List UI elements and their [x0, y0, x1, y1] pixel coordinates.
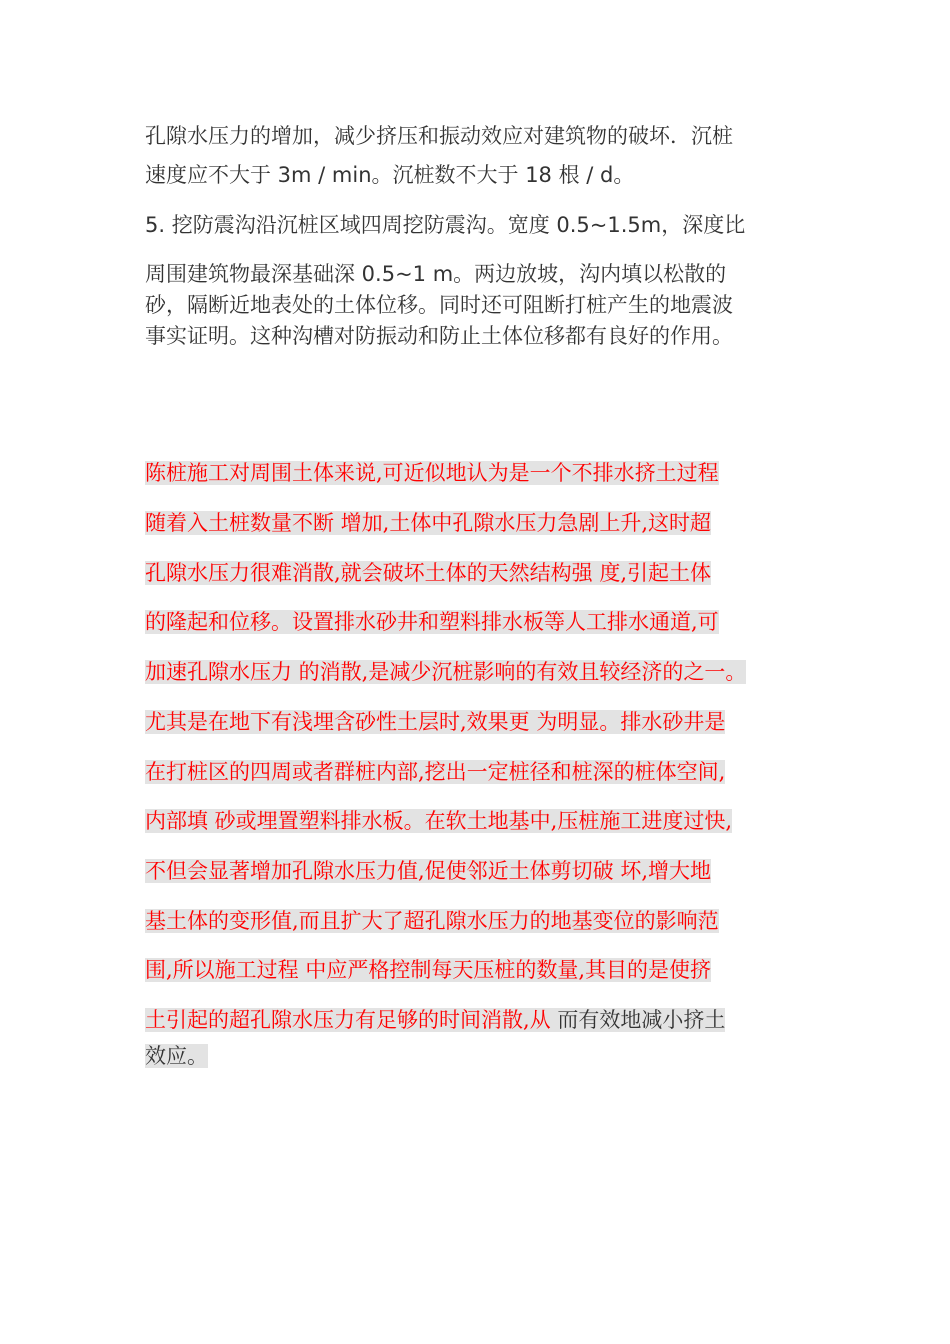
- highlighted-text: 不但会显著增加孔隙水压力值,促使邻近土体剪切破 坏,增大地: [145, 859, 712, 883]
- highlighted-line-10: [145, 907, 719, 935]
- highlighted-text: 基土体的变形值,而且扩大了超孔隙水压力的地基变位的影响范: [145, 909, 719, 933]
- highlighted-line-3: [145, 559, 711, 587]
- highlighted-line-2: [145, 509, 711, 537]
- highlighted-text: 围,所以施工过程 中应严格控制每天压桩的数量,其目的是使挤: [145, 958, 712, 982]
- highlighted-line-11: [145, 956, 711, 984]
- highlighted-text-final: 效应。: [145, 1044, 208, 1068]
- highlighted-text: 陈桩施工对周围土体来说,可近似地认为是一个不排水挤土过程: [145, 461, 719, 485]
- highlighted-line-6: [145, 708, 725, 736]
- body-text-line-2: 速度应不大于 3m / min。沉桩数不大于 18 根 / d。: [145, 163, 635, 187]
- highlighted-text: 在打桩区的四周或者群桩内部,挖出一定桩径和桩深的桩体空间,: [145, 760, 726, 784]
- highlighted-line-13: [145, 1042, 208, 1070]
- body-text-line-3: 5. 挖防震沟沿沉桩区域四周挖防震沟。宽度 0.5~1.5m，深度比: [145, 213, 746, 237]
- highlighted-line-5: [145, 658, 746, 686]
- highlighted-text: 随着入土桩数量不断 增加,土体中孔隙水压力急剧上升,这时超: [145, 511, 712, 535]
- highlighted-line-8: [145, 807, 732, 835]
- highlighted-text-grey: 而有效地减小挤土: [550, 1008, 726, 1032]
- body-text-line-6: 事实证明。这种沟槽对防振动和防止土体位移都有良好的作用。: [145, 324, 733, 348]
- highlighted-line-1: [145, 459, 719, 487]
- highlighted-text: 加速孔隙水压力 的消散,是减少沉桩影响的有效且较经济的之一。: [145, 660, 747, 684]
- highlighted-line-9: [145, 857, 711, 885]
- highlighted-line-4: [145, 608, 719, 636]
- body-text-line-1: 孔隙水压力的增加，减少挤压和振动效应对建筑物的破坏．沉桩: [145, 124, 733, 148]
- highlighted-line-12: [145, 1006, 725, 1034]
- body-text-line-5: 砂，隔断近地表处的土体位移。同时还可阻断打桩产生的地震波: [145, 293, 733, 317]
- highlighted-text: 孔隙水压力很难消散,就会破坏土体的天然结构强 度,引起土体: [145, 561, 712, 585]
- highlighted-text: 的隆起和位移。设置排水砂井和塑料排水板等人工排水通道,可: [145, 610, 719, 634]
- highlighted-line-7: [145, 758, 725, 786]
- highlighted-text: 土引起的超孔隙水压力有足够的时间消散,从: [145, 1008, 551, 1032]
- body-text-line-4: 周围建筑物最深基础深 0.5~1 m。两边放坡，沟内填以松散的: [145, 262, 727, 286]
- highlighted-text: 尤其是在地下有浅埋含砂性土层时,效果更 为明显。排水砂井是: [145, 710, 726, 734]
- highlighted-text: 内部填 砂或埋置塑料排水板。在软土地基中,压桩施工进度过快,: [145, 809, 733, 833]
